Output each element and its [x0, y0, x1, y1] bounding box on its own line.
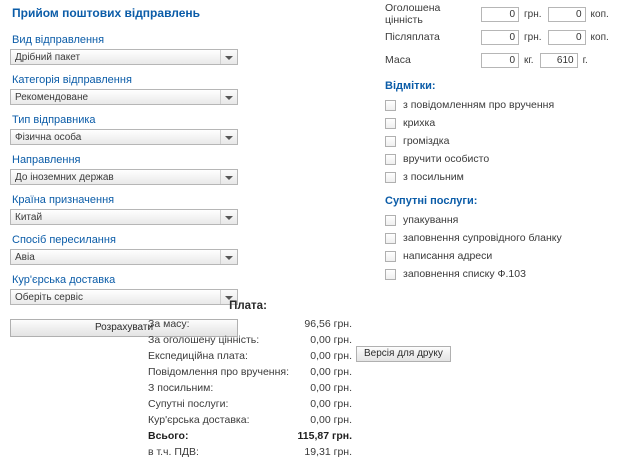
label-mass: Маса	[385, 54, 411, 66]
select-delivery-method[interactable]	[10, 249, 238, 265]
payment-row-label: За масу:	[148, 318, 190, 330]
select-direction-value: До іноземних держав	[15, 172, 114, 183]
label-declared-value: Оголошена цінність	[385, 2, 441, 26]
chevron-down-icon[interactable]	[220, 210, 237, 224]
service-item-packaging[interactable]	[385, 214, 635, 226]
unit-kop: коп.	[590, 31, 609, 43]
service-label: заповнення супровідного бланку	[403, 232, 562, 244]
row-cash-on-delivery	[385, 29, 635, 45]
payment-row-services	[148, 398, 448, 412]
unit-kop: коп.	[590, 8, 609, 20]
field-group-shipment-type	[10, 34, 260, 65]
payment-row-value: 19,31 грн.	[304, 446, 352, 458]
checkbox-icon[interactable]	[385, 154, 396, 165]
label-shipment-type: Вид відправлення	[12, 34, 105, 46]
field-group-direction	[10, 154, 260, 185]
service-label: написання адреси	[403, 250, 493, 262]
payment-row-value: 115,87 грн.	[297, 430, 352, 442]
mass-g-input[interactable]	[540, 53, 578, 68]
mark-label: крихка	[403, 117, 436, 129]
mark-label: вручити особисто	[403, 153, 490, 165]
unit-hrn: грн.	[524, 31, 542, 43]
payment-row-vat	[148, 446, 448, 460]
field-group-country	[10, 194, 260, 225]
payment-row-value: 0,00 грн.	[310, 382, 352, 394]
payment-row-value: 0,00 грн.	[310, 350, 352, 362]
payment-row-label: Всього:	[148, 430, 189, 442]
select-sender-type[interactable]	[10, 129, 238, 145]
service-item-fill-list-f103[interactable]	[385, 268, 635, 280]
select-shipment-type[interactable]	[10, 49, 238, 65]
service-item-address-writing[interactable]	[385, 250, 635, 262]
payment-row-label: Кур'єрська доставка:	[148, 414, 250, 426]
select-category-value: Рекомендоване	[15, 92, 89, 103]
checkbox-icon[interactable]	[385, 269, 396, 280]
payment-row-mass	[148, 318, 448, 332]
payment-title: Плата:	[229, 300, 267, 312]
mark-item-fragile[interactable]	[385, 117, 635, 129]
service-label: упакування	[403, 214, 459, 226]
declared-value-hrn-input[interactable]	[481, 7, 519, 22]
unit-hrn: грн.	[524, 8, 542, 20]
select-category[interactable]	[10, 89, 238, 105]
chevron-down-icon[interactable]	[220, 90, 237, 104]
mark-item-deliver-in-person[interactable]	[385, 153, 635, 165]
marks-title: Відмітки:	[385, 80, 436, 92]
label-sender-type: Тип відправника	[12, 114, 96, 126]
checkbox-icon[interactable]	[385, 172, 396, 183]
service-item-fill-accompanying-form[interactable]	[385, 232, 635, 244]
print-version-button[interactable]: Версія для друку	[356, 346, 451, 362]
payment-row-label: в т.ч. ПДВ:	[148, 446, 199, 458]
payment-row-value: 0,00 грн.	[310, 398, 352, 410]
mark-label: з повідомленням про вручення	[403, 99, 555, 111]
label-cash-on-delivery: Післяплата	[385, 31, 440, 43]
payment-row-label: Експедиційна плата:	[148, 350, 248, 362]
cash-on-delivery-hrn-input[interactable]	[481, 30, 519, 45]
payment-row-value: 0,00 грн.	[310, 414, 352, 426]
checkbox-icon[interactable]	[385, 136, 396, 147]
chevron-down-icon[interactable]	[220, 130, 237, 144]
payment-row-by-messenger	[148, 382, 448, 396]
checkbox-icon[interactable]	[385, 100, 396, 111]
payment-row-value: 0,00 грн.	[310, 366, 352, 378]
mark-item-by-messenger[interactable]	[385, 171, 635, 183]
payment-row-value: 96,56 грн.	[304, 318, 352, 330]
label-courier: Кур'єрська доставка	[12, 274, 116, 286]
payment-summary	[148, 300, 448, 462]
select-direction[interactable]	[10, 169, 238, 185]
select-country-value: Китай	[15, 212, 43, 223]
service-label: заповнення списку Ф.103	[403, 268, 526, 280]
shipment-form	[10, 6, 260, 337]
values-panel	[385, 2, 635, 286]
row-declared-value	[385, 2, 635, 26]
payment-row-label: З посильним:	[148, 382, 214, 394]
mass-kg-input[interactable]	[481, 53, 519, 68]
checkbox-icon[interactable]	[385, 233, 396, 244]
calculate-button[interactable]: Розрахувати	[10, 319, 238, 337]
unit-g: г.	[582, 54, 588, 66]
checkbox-icon[interactable]	[385, 215, 396, 226]
chevron-down-icon[interactable]	[220, 250, 237, 264]
payment-row-label: За оголошену цінність:	[148, 334, 260, 346]
select-shipment-type-value: Дрібний пакет	[15, 52, 81, 63]
payment-row-delivery-notice	[148, 366, 448, 380]
payment-row-label: Супутні послуги:	[148, 398, 229, 410]
services-title: Супутні послуги:	[385, 195, 478, 207]
label-category: Категорія відправлення	[12, 74, 132, 86]
chevron-down-icon[interactable]	[220, 170, 237, 184]
label-direction: Направлення	[12, 154, 81, 166]
label-delivery-method: Спосіб пересилання	[12, 234, 116, 246]
checkbox-icon[interactable]	[385, 251, 396, 262]
select-country[interactable]	[10, 209, 238, 225]
payment-row-value: 0,00 грн.	[310, 334, 352, 346]
payment-row-courier	[148, 414, 448, 428]
chevron-down-icon[interactable]	[220, 50, 237, 64]
declared-value-kop-input[interactable]	[548, 7, 586, 22]
mark-item-delivery-notice[interactable]	[385, 99, 635, 111]
field-group-sender-type	[10, 114, 260, 145]
checkbox-icon[interactable]	[385, 118, 396, 129]
select-courier-value: Оберіть сервіс	[15, 292, 83, 303]
mark-label: з посильним	[403, 171, 464, 183]
field-group-delivery-method	[10, 234, 260, 265]
select-delivery-method-value: Авіа	[15, 252, 35, 263]
payment-row-total	[148, 430, 448, 444]
payment-row-label: Повідомлення про вручення:	[148, 366, 289, 378]
page-title: Прийом поштових відправлень	[12, 6, 201, 20]
field-group-category	[10, 74, 260, 105]
row-mass	[385, 52, 635, 68]
label-country: Країна призначення	[12, 194, 115, 206]
mark-label: громіздка	[403, 135, 450, 147]
select-sender-type-value: Фізична особа	[15, 132, 82, 143]
mark-item-bulky[interactable]	[385, 135, 635, 147]
unit-kg: кг.	[524, 54, 534, 66]
cash-on-delivery-kop-input[interactable]	[548, 30, 586, 45]
